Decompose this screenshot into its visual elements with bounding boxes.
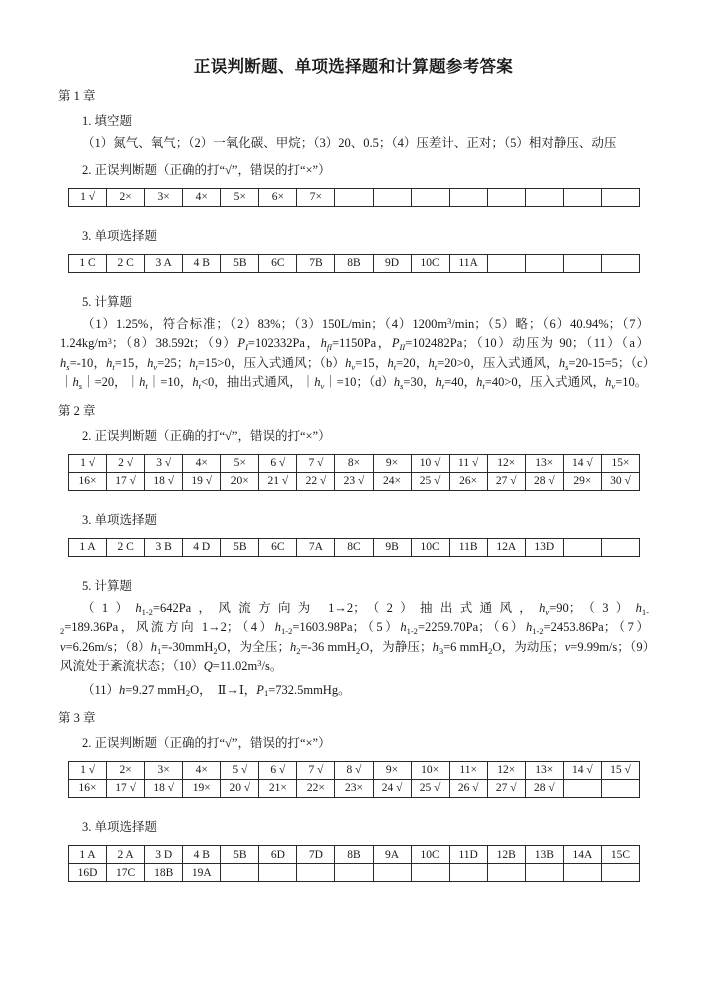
answer-cell: 26× (449, 472, 487, 490)
answer-cell: 16D (69, 864, 107, 882)
page-title: 正误判断题、单项选择题和计算题参考答案 (193, 57, 514, 76)
answer-cell: 2 C (107, 538, 145, 556)
answer-cell: 27 √ (487, 472, 525, 490)
answer-cell: 1 A (69, 538, 107, 556)
answer-cell: 29× (563, 472, 601, 490)
answer-cell: 4× (183, 188, 221, 206)
answer-cell: 7D (297, 846, 335, 864)
answer-cell: 24× (373, 472, 411, 490)
answer-cell: 11× (449, 762, 487, 780)
answer-cell (373, 188, 411, 206)
answer-cell (601, 538, 639, 556)
table-row (69, 762, 640, 780)
answer-cell: 13D (525, 538, 563, 556)
answer-cell: 23× (335, 780, 373, 798)
answer-cell: 17C (107, 864, 145, 882)
answer-cell: 24 √ (373, 780, 411, 798)
answer-cell: 8C (335, 538, 373, 556)
answer-cell (487, 254, 525, 272)
answer-cell: 9B (373, 538, 411, 556)
answer-cell: 1 A (69, 846, 107, 864)
answer-cell: 2 A (107, 846, 145, 864)
answer-cell: 22 √ (297, 472, 335, 490)
answer-cell: 5B (221, 846, 259, 864)
answer-cell: 7 √ (297, 762, 335, 780)
answer-cell: 17 √ (107, 472, 145, 490)
answer-cell: 12A (487, 538, 525, 556)
answer-cell: 13× (525, 762, 563, 780)
section-paragraph-ch1-calc: （1）1.25%，符合标准；（2）83%；（3）150L/min；$(4)1200m^3/\min$；（5）略；（6）40.94%；$(7)1.24kg/m^3$；（8）38.592t；$(9)P_I=102332Pa$，$h_{fI}=1150Pa$，$P_{II}=102482Pa$；（10）动压为 90；$(11)(a)h_s=-10$，$h_t=15$，$h_v=25$；$h_t=15>0$，压入式通风；$(b)h_v=15$，$h_t=20$，$h_t=20>0$，压入式通风，$h_s=20-15=5$；$(c)|h_s|=20$，$|h_t|=10$，$h_t<0$，抽出式通风，$|h_v|=10$；$(d)h_s=30$，$h_t=40$，$h_t=40>0$，压入式通风，$h_v=10$。 (60, 316, 649, 391)
answer-cell (525, 864, 563, 882)
section-heading-ch2-calc: 5. 计算题 (82, 578, 133, 593)
answer-cell: 11 √ (449, 454, 487, 472)
answer-cell: 3 B (145, 538, 183, 556)
answer-cell: 6× (259, 188, 297, 206)
answer-cell: 5× (221, 188, 259, 206)
answer-cell: 5B (221, 254, 259, 272)
answer-cell: 14 √ (563, 762, 601, 780)
answer-cell: 7A (297, 538, 335, 556)
answer-cell: 15 √ (601, 762, 639, 780)
answer-cell (601, 780, 639, 798)
answer-cell: 2× (107, 188, 145, 206)
answer-cell: 15× (601, 454, 639, 472)
answer-cell: 8 √ (335, 762, 373, 780)
answer-cell: 9D (373, 254, 411, 272)
answer-cell: 19A (183, 864, 221, 882)
table-row (69, 780, 640, 798)
answer-cell (563, 864, 601, 882)
section-heading-ch1-calc: 5. 计算题 (82, 294, 133, 309)
answer-cell (411, 864, 449, 882)
answer-cell (601, 254, 639, 272)
answer-cell: 16× (69, 472, 107, 490)
table-row (69, 254, 640, 272)
answer-cell: 13B (525, 846, 563, 864)
answer-cell: 2 C (107, 254, 145, 272)
section-heading-ch3-truefalse: 2. 正误判断题（正确的打“√”，错误的打“×”） (82, 736, 331, 751)
answer-cell: 2× (107, 762, 145, 780)
answer-cell (563, 254, 601, 272)
answer-cell: 3× (145, 762, 183, 780)
answer-cell: 4 B (183, 846, 221, 864)
answer-cell: 3 A (145, 254, 183, 272)
answer-cell: 11A (449, 254, 487, 272)
answer-cell: 4 B (183, 254, 221, 272)
answer-cell: 1 √ (69, 454, 107, 472)
chapter-heading-2: 第 2 章 (58, 403, 96, 418)
table-row (69, 188, 640, 206)
answer-cell: 9A (373, 846, 411, 864)
section-heading-ch1-choice: 3. 单项选择题 (82, 228, 158, 243)
answer-cell: 10× (411, 762, 449, 780)
answer-cell: 9× (373, 454, 411, 472)
answer-cell: 13× (525, 454, 563, 472)
answer-cell (259, 864, 297, 882)
answer-cell (335, 864, 373, 882)
answer-cell: 4 D (183, 538, 221, 556)
answer-cell: 10C (411, 254, 449, 272)
table-row (69, 846, 640, 864)
answer-cell (373, 864, 411, 882)
answer-cell (487, 188, 525, 206)
answer-cell: 1 √ (69, 188, 107, 206)
answer-cell: 18 √ (145, 780, 183, 798)
answer-cell (563, 188, 601, 206)
answer-cell (601, 188, 639, 206)
answer-cell: 6 √ (259, 454, 297, 472)
answer-cell: 5× (221, 454, 259, 472)
answer-table-ch3-truefalse (68, 761, 640, 798)
answer-cell (563, 538, 601, 556)
answer-cell: 12× (487, 762, 525, 780)
section-heading-ch2-truefalse: 2. 正误判断题（正确的打“√”，错误的打“×”） (82, 428, 331, 443)
answer-cell: 1 C (69, 254, 107, 272)
answer-cell: 11B (449, 538, 487, 556)
answer-cell (449, 188, 487, 206)
answer-cell: 10C (411, 538, 449, 556)
answer-table-ch2-choice (68, 538, 640, 557)
answer-cell (601, 864, 639, 882)
section-paragraph-ch1-fill: （1）氮气、氧气；（2）一氧化碳、甲烷；（3）20、0.5；（4）压差计、正对；（5）相对静压、动压 (82, 136, 617, 151)
answer-cell: 3 √ (145, 454, 183, 472)
answer-cell: 28 √ (525, 472, 563, 490)
answer-cell (449, 864, 487, 882)
answer-cell: 12× (487, 454, 525, 472)
table-row (69, 472, 640, 490)
answer-cell (411, 188, 449, 206)
section-heading-ch3-choice: 3. 单项选择题 (82, 820, 158, 835)
table-row (69, 538, 640, 556)
answer-cell: 19× (183, 780, 221, 798)
answer-cell: 3× (145, 188, 183, 206)
answer-cell: 27 √ (487, 780, 525, 798)
section-heading-ch2-choice: 3. 单项选择题 (82, 512, 158, 527)
answer-cell: 6C (259, 254, 297, 272)
answer-cell: 16× (69, 780, 107, 798)
answer-cell: 12B (487, 846, 525, 864)
answer-cell: 25 √ (411, 780, 449, 798)
answer-cell: 3 D (145, 846, 183, 864)
answer-cell (297, 864, 335, 882)
answer-cell: 9× (373, 762, 411, 780)
answer-table-ch1-choice (68, 254, 640, 273)
answer-cell: 25 √ (411, 472, 449, 490)
section-paragraph-ch2-calc-cont: （11）h=9.27 mmH$_2$O， Ⅱ→Ⅰ，$P_1=732.5mmHg$。 (82, 682, 351, 699)
answer-cell: 8× (335, 454, 373, 472)
answer-cell: 8B (335, 846, 373, 864)
section-heading-ch1-truefalse: 2. 正误判断题（正确的打“√”，错误的打“×”） (82, 162, 331, 177)
answer-cell (221, 864, 259, 882)
answer-cell: 11D (449, 846, 487, 864)
answer-cell: 14A (563, 846, 601, 864)
section-paragraph-ch2-calc: $(1)h_{1-2}=642Pa$，风流方向为 1→2；（2）抽出式通风，$h_v=90$；$(3)h_{1-2}=189.36Pa$，风流方向 1→2；$(4)h_{1-2}=1603.98Pa$；$(5)h_{1-2}=2259.70Pa$；$(6)h_{1-2}=2453.86Pa$；（7）v=6.26m/s；$(8)h_1=-30mmH_2O$，为全压；$h_2=-36$ mmH$_2$O，为静压；$h_3=6$ mmH$_2$O，为动压；v=9.99m/s；（9）风流处于紊流状态；$(10)Q=11.02m^3/s$。 (60, 601, 650, 674)
answer-cell: 30 √ (601, 472, 639, 490)
answer-cell: 10 √ (411, 454, 449, 472)
answer-cell: 6D (259, 846, 297, 864)
answer-cell: 15C (601, 846, 639, 864)
answer-cell: 21 √ (259, 472, 297, 490)
section-heading-ch1-fill: 1. 填空题 (82, 114, 133, 129)
answer-cell (525, 254, 563, 272)
answer-cell: 5B (221, 538, 259, 556)
answer-cell: 2 √ (107, 454, 145, 472)
answer-cell: 4× (183, 454, 221, 472)
answer-table-ch3-choice (68, 845, 640, 882)
answer-cell: 6C (259, 538, 297, 556)
answer-cell: 6 √ (259, 762, 297, 780)
answer-cell: 18B (145, 864, 183, 882)
answer-cell: 19 √ (183, 472, 221, 490)
answer-cell: 21× (259, 780, 297, 798)
chapter-heading-1: 第 1 章 (58, 89, 96, 104)
answer-cell: 26 √ (449, 780, 487, 798)
answer-cell: 28 √ (525, 780, 563, 798)
answer-cell: 1 √ (69, 762, 107, 780)
answer-cell: 7 √ (297, 454, 335, 472)
answer-cell: 17 √ (107, 780, 145, 798)
answer-cell: 18 √ (145, 472, 183, 490)
chapter-heading-3: 第 3 章 (58, 710, 96, 725)
answer-cell: 23 √ (335, 472, 373, 490)
answer-cell: 14 √ (563, 454, 601, 472)
answer-cell: 5 √ (221, 762, 259, 780)
answer-cell: 22× (297, 780, 335, 798)
table-row (69, 864, 640, 882)
answer-cell (335, 188, 373, 206)
answer-cell: 7B (297, 254, 335, 272)
answer-cell: 20× (221, 472, 259, 490)
answer-table-ch2-truefalse (68, 454, 640, 491)
answer-cell: 4× (183, 762, 221, 780)
answer-cell (525, 188, 563, 206)
table-row (69, 454, 640, 472)
answer-cell (487, 864, 525, 882)
answer-table-ch1-truefalse (68, 188, 640, 207)
answer-cell (563, 780, 601, 798)
answer-cell: 7× (297, 188, 335, 206)
answer-cell: 10C (411, 846, 449, 864)
answer-cell: 8B (335, 254, 373, 272)
answer-cell: 20 √ (221, 780, 259, 798)
